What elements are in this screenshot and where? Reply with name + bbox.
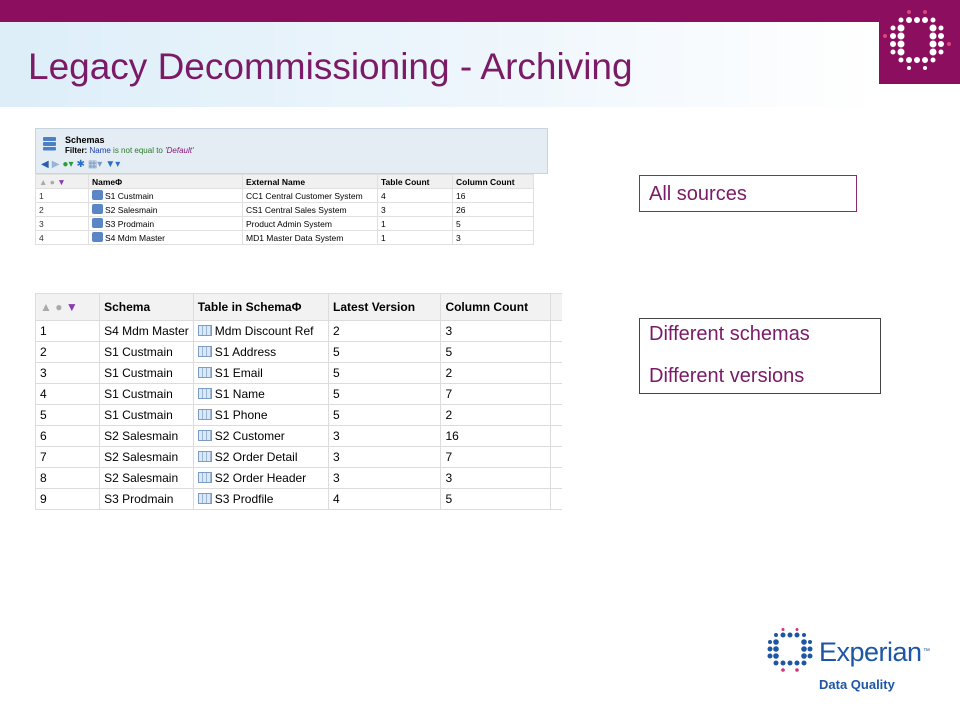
- table-name: S2 Order Detail: [214, 450, 298, 464]
- table-cell: [193, 468, 328, 489]
- schema-name-cell: [89, 231, 243, 245]
- slide-title: Legacy Decommissioning - Archiving: [28, 46, 633, 87]
- table-cell: [193, 384, 328, 405]
- filter-operator: is not equal to: [113, 146, 163, 155]
- column-count-cell: 16: [441, 426, 550, 447]
- column-count: 26: [453, 203, 534, 217]
- column-count-cell: 3: [441, 321, 550, 342]
- table-name: S1 Phone: [214, 408, 268, 422]
- database-icon: [92, 204, 103, 214]
- table-name: S1 Address: [214, 345, 277, 359]
- filter-field: Name: [89, 146, 111, 155]
- schema-cell: S4 Mdm Master: [100, 321, 194, 342]
- row-index: 4: [36, 384, 100, 405]
- column-count-cell: 2: [441, 363, 550, 384]
- schema-cell: S1 Custmain: [100, 363, 194, 384]
- filter-label: Filter:: [65, 146, 88, 155]
- table-name: S1 Email: [214, 366, 263, 380]
- row-index: 1: [36, 321, 100, 342]
- tables-panel: [35, 293, 562, 520]
- version-cell: 3: [329, 468, 441, 489]
- settings-icon[interactable]: ✱: [76, 158, 85, 170]
- table-cell: [193, 405, 328, 426]
- table-icon: [198, 451, 212, 462]
- table-row[interactable]: [36, 321, 563, 342]
- table-name: S1 Name: [214, 387, 265, 401]
- column-count: 16: [453, 189, 534, 203]
- schema-name: S1 Custmain: [105, 191, 154, 201]
- column-count-cell: 7: [441, 384, 550, 405]
- row-index: 2: [36, 342, 100, 363]
- schema-cell: S1 Custmain: [100, 405, 194, 426]
- table-cell: [193, 489, 328, 510]
- column-header-latest-version[interactable]: Latest Version: [329, 294, 441, 321]
- table-icon: [198, 325, 212, 336]
- external-name: Product Admin System: [243, 217, 378, 231]
- row-index: 3: [36, 217, 89, 231]
- schema-name-cell: [89, 189, 243, 203]
- version-cell: 5: [329, 384, 441, 405]
- trademark-mark: ™: [923, 648, 930, 655]
- table-cell: [193, 321, 328, 342]
- row-index: 4: [36, 231, 89, 245]
- table-row[interactable]: [36, 217, 534, 231]
- row-index: 5: [36, 405, 100, 426]
- column-header-schema[interactable]: Schema: [100, 294, 194, 321]
- back-arrow-icon[interactable]: ◀: [41, 158, 49, 170]
- table-row[interactable]: [36, 231, 534, 245]
- column-count-cell: 5: [441, 489, 550, 510]
- database-icon: [92, 218, 103, 228]
- schema-cell: S1 Custmain: [100, 342, 194, 363]
- table-row[interactable]: [36, 189, 534, 203]
- header-spacer: [550, 294, 562, 321]
- schemas-panel: [35, 128, 548, 262]
- table-icon: [198, 430, 212, 441]
- column-header-table-count[interactable]: Table Count: [378, 175, 453, 189]
- table-count: 1: [378, 231, 453, 245]
- table-name: Mdm Discount Ref: [214, 324, 314, 338]
- tables-table: [35, 293, 562, 510]
- column-count: 3: [453, 231, 534, 245]
- external-name: CC1 Central Customer System: [243, 189, 378, 203]
- filter-value: 'Default': [165, 146, 194, 155]
- schema-name-cell: [89, 203, 243, 217]
- row-spacer: [550, 468, 562, 489]
- callout-all-sources: All sources: [639, 175, 857, 212]
- schema-cell: S2 Salesmain: [100, 426, 194, 447]
- grid-icon[interactable]: ▦▾: [87, 158, 103, 170]
- row-spacer: [550, 489, 562, 510]
- row-spacer: [550, 342, 562, 363]
- version-cell: 5: [329, 342, 441, 363]
- row-index: 2: [36, 203, 89, 217]
- schema-cell: S2 Salesmain: [100, 468, 194, 489]
- table-row[interactable]: [36, 489, 563, 510]
- schemas-title: Schemas: [65, 135, 105, 145]
- row-spacer: [550, 321, 562, 342]
- table-row[interactable]: [36, 384, 563, 405]
- column-header-table-in-schema[interactable]: Table in SchemaΦ: [193, 294, 328, 321]
- row-tools[interactable]: ▲ ● ▼: [36, 294, 100, 321]
- row-spacer: [550, 426, 562, 447]
- callout-different-versions: Different versions: [649, 365, 805, 387]
- row-index: 6: [36, 426, 100, 447]
- version-cell: 5: [329, 405, 441, 426]
- tables-header-row: [36, 294, 563, 321]
- column-header-column-count[interactable]: Column Count: [453, 175, 534, 189]
- version-cell: 4: [329, 489, 441, 510]
- filter-icon[interactable]: ▼: [57, 176, 66, 187]
- row-index: 8: [36, 468, 100, 489]
- table-count: 4: [378, 189, 453, 203]
- schemas-header-row: [36, 175, 534, 189]
- table-row[interactable]: [36, 203, 534, 217]
- table-name: S3 Prodfile: [214, 492, 274, 506]
- table-icon: [198, 367, 212, 378]
- schema-name: S3 Prodmain: [105, 219, 155, 229]
- table-count: 1: [378, 217, 453, 231]
- table-cell: [193, 447, 328, 468]
- table-icon: [198, 493, 212, 504]
- experian-wordmark: Experian: [819, 637, 922, 667]
- table-row[interactable]: [36, 426, 563, 447]
- table-cell: [193, 363, 328, 384]
- schemas-header: [35, 128, 548, 174]
- database-icon: [92, 232, 103, 242]
- column-count-cell: 3: [441, 468, 550, 489]
- top-brand-bar: [0, 0, 960, 22]
- schema-name-cell: [89, 217, 243, 231]
- row-spacer: [550, 363, 562, 384]
- table-icon: [198, 388, 212, 399]
- column-header-external-name[interactable]: External Name: [243, 175, 378, 189]
- column-count-cell: 7: [441, 447, 550, 468]
- table-row[interactable]: [36, 468, 563, 489]
- row-index: 9: [36, 489, 100, 510]
- filter-icon[interactable]: ▼: [65, 300, 78, 314]
- callout-differences: [639, 318, 881, 394]
- table-row[interactable]: [36, 342, 563, 363]
- external-name: MD1 Master Data System: [243, 231, 378, 245]
- column-count-cell: 5: [441, 342, 550, 363]
- callout-different-schemas: Different schemas: [649, 323, 810, 345]
- experian-mark-logo: [879, 0, 960, 84]
- schemas-table: [35, 174, 534, 245]
- database-icon: [92, 190, 103, 200]
- version-cell: 2: [329, 321, 441, 342]
- row-index: 3: [36, 363, 100, 384]
- database-icon: [42, 136, 57, 151]
- schema-name: S4 Mdm Master: [105, 233, 165, 243]
- product-name: Data Quality: [819, 677, 895, 692]
- table-row[interactable]: [36, 447, 563, 468]
- row-index: 7: [36, 447, 100, 468]
- schema-name: S2 Salesmain: [105, 205, 158, 215]
- row-spacer: [550, 447, 562, 468]
- version-cell: 5: [329, 363, 441, 384]
- schema-cell: S2 Salesmain: [100, 447, 194, 468]
- table-row[interactable]: [36, 363, 563, 384]
- table-row[interactable]: [36, 405, 563, 426]
- column-count: 5: [453, 217, 534, 231]
- export-icon[interactable]: ▼▾: [105, 158, 121, 170]
- table-icon: [198, 472, 212, 483]
- table-cell: [193, 426, 328, 447]
- table-icon: [198, 409, 212, 420]
- column-header-name[interactable]: NameΦ: [89, 175, 243, 189]
- table-count: 3: [378, 203, 453, 217]
- version-cell: 3: [329, 426, 441, 447]
- schemas-toolbar: [41, 158, 120, 171]
- table-name: S2 Order Header: [214, 471, 307, 485]
- column-count-cell: 2: [441, 405, 550, 426]
- add-icon[interactable]: ●▾: [62, 158, 74, 170]
- external-name: CS1 Central Sales System: [243, 203, 378, 217]
- row-index: 1: [36, 189, 89, 203]
- table-cell: [193, 342, 328, 363]
- schema-cell: S3 Prodmain: [100, 489, 194, 510]
- row-tools[interactable]: ▲ ● ▼: [36, 175, 89, 189]
- column-header-column-count[interactable]: Column Count: [441, 294, 550, 321]
- version-cell: 3: [329, 447, 441, 468]
- table-name: S2 Customer: [214, 429, 285, 443]
- schemas-filter: [65, 146, 194, 155]
- schema-cell: S1 Custmain: [100, 384, 194, 405]
- table-icon: [198, 346, 212, 357]
- row-spacer: [550, 405, 562, 426]
- forward-arrow-icon[interactable]: ▶: [51, 158, 60, 170]
- row-spacer: [550, 384, 562, 405]
